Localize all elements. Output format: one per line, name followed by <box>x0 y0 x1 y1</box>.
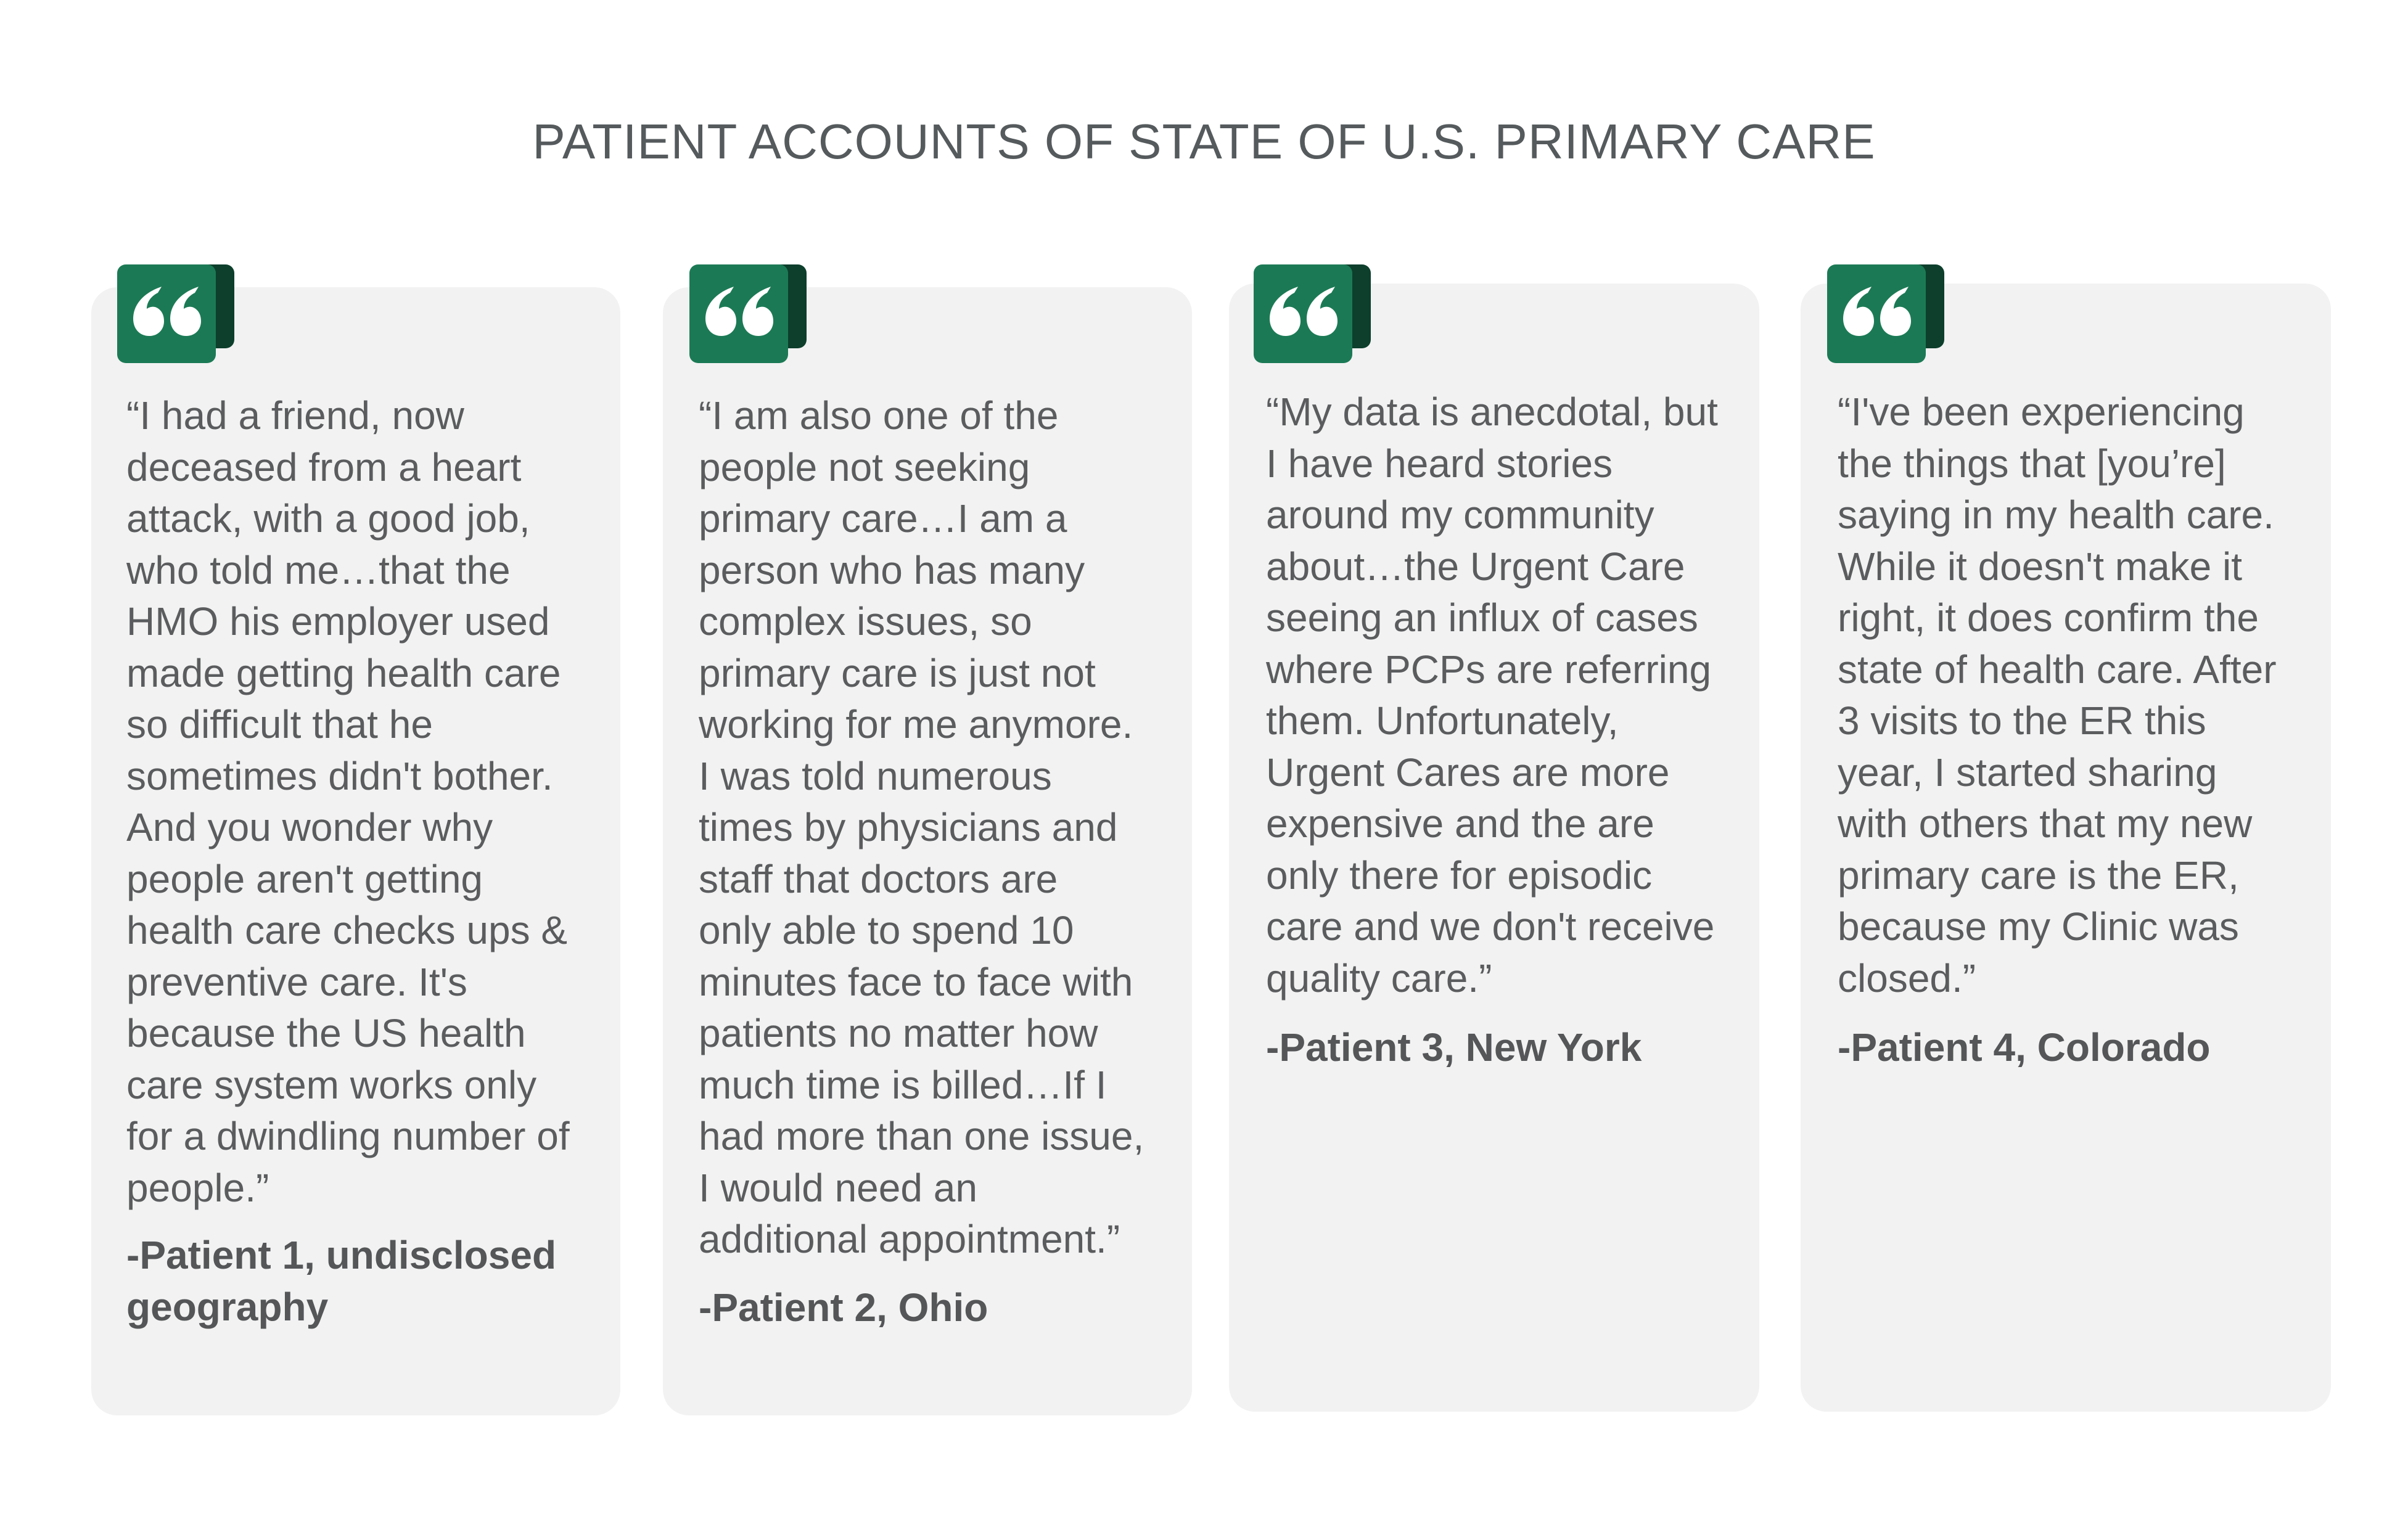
quotation-mark-icon <box>1254 264 1371 363</box>
quote-text: “I've been experiencing the things that [you’re] saying in my health care. While it doesn't make it right, it does confirm the state of health care. After 3 visits to the ER this year, I started sharing with others that my new primary care is the ER, because my Clinic was closed.” <box>1838 390 2277 1000</box>
quotation-mark-icon <box>1827 264 1944 363</box>
quote-attribution: -Patient 1, undisclosed geography <box>126 1233 557 1329</box>
quotation-mark-icon <box>117 264 234 363</box>
quote-text: “My data is anecdotal, but I have heard stories around my community about…the Urgent Care seeing an influx of cases where PCPs are referring them. Unfortunately, Urgent Cares are more expensive and the are only there for episodic care and we don't receive quality care.” <box>1266 390 1718 1000</box>
page-title: PATIENT ACCOUNTS OF STATE OF U.S. PRIMARY CARE <box>532 114 1876 169</box>
quotation-mark-icon <box>689 264 807 363</box>
quote-attribution: -Patient 2, Ohio <box>699 1285 988 1330</box>
quote-attribution: -Patient 3, New York <box>1266 1025 1642 1070</box>
quote-text: “I had a friend, now deceased from a heart attack, with a good job, who told me…that the HMO his employer used made getting health care so difficult that he sometimes didn't bother. And you wonder why people aren't getting health care checks ups & preventive care. It's because the US health care system works only for a dwindling number of people.” <box>126 393 570 1210</box>
quote-text: “I am also one of the people not seeking primary care…I am a person who has many complex issues, so primary care is just not working for me anymore. I was told numerous times by physicians and staff that doctors are only able to spend 10 minutes face to face with patients no matter how much time is billed…If I had more than one issue, I would need an additional appointment.” <box>699 393 1144 1261</box>
quote-attribution: -Patient 4, Colorado <box>1838 1025 2211 1070</box>
